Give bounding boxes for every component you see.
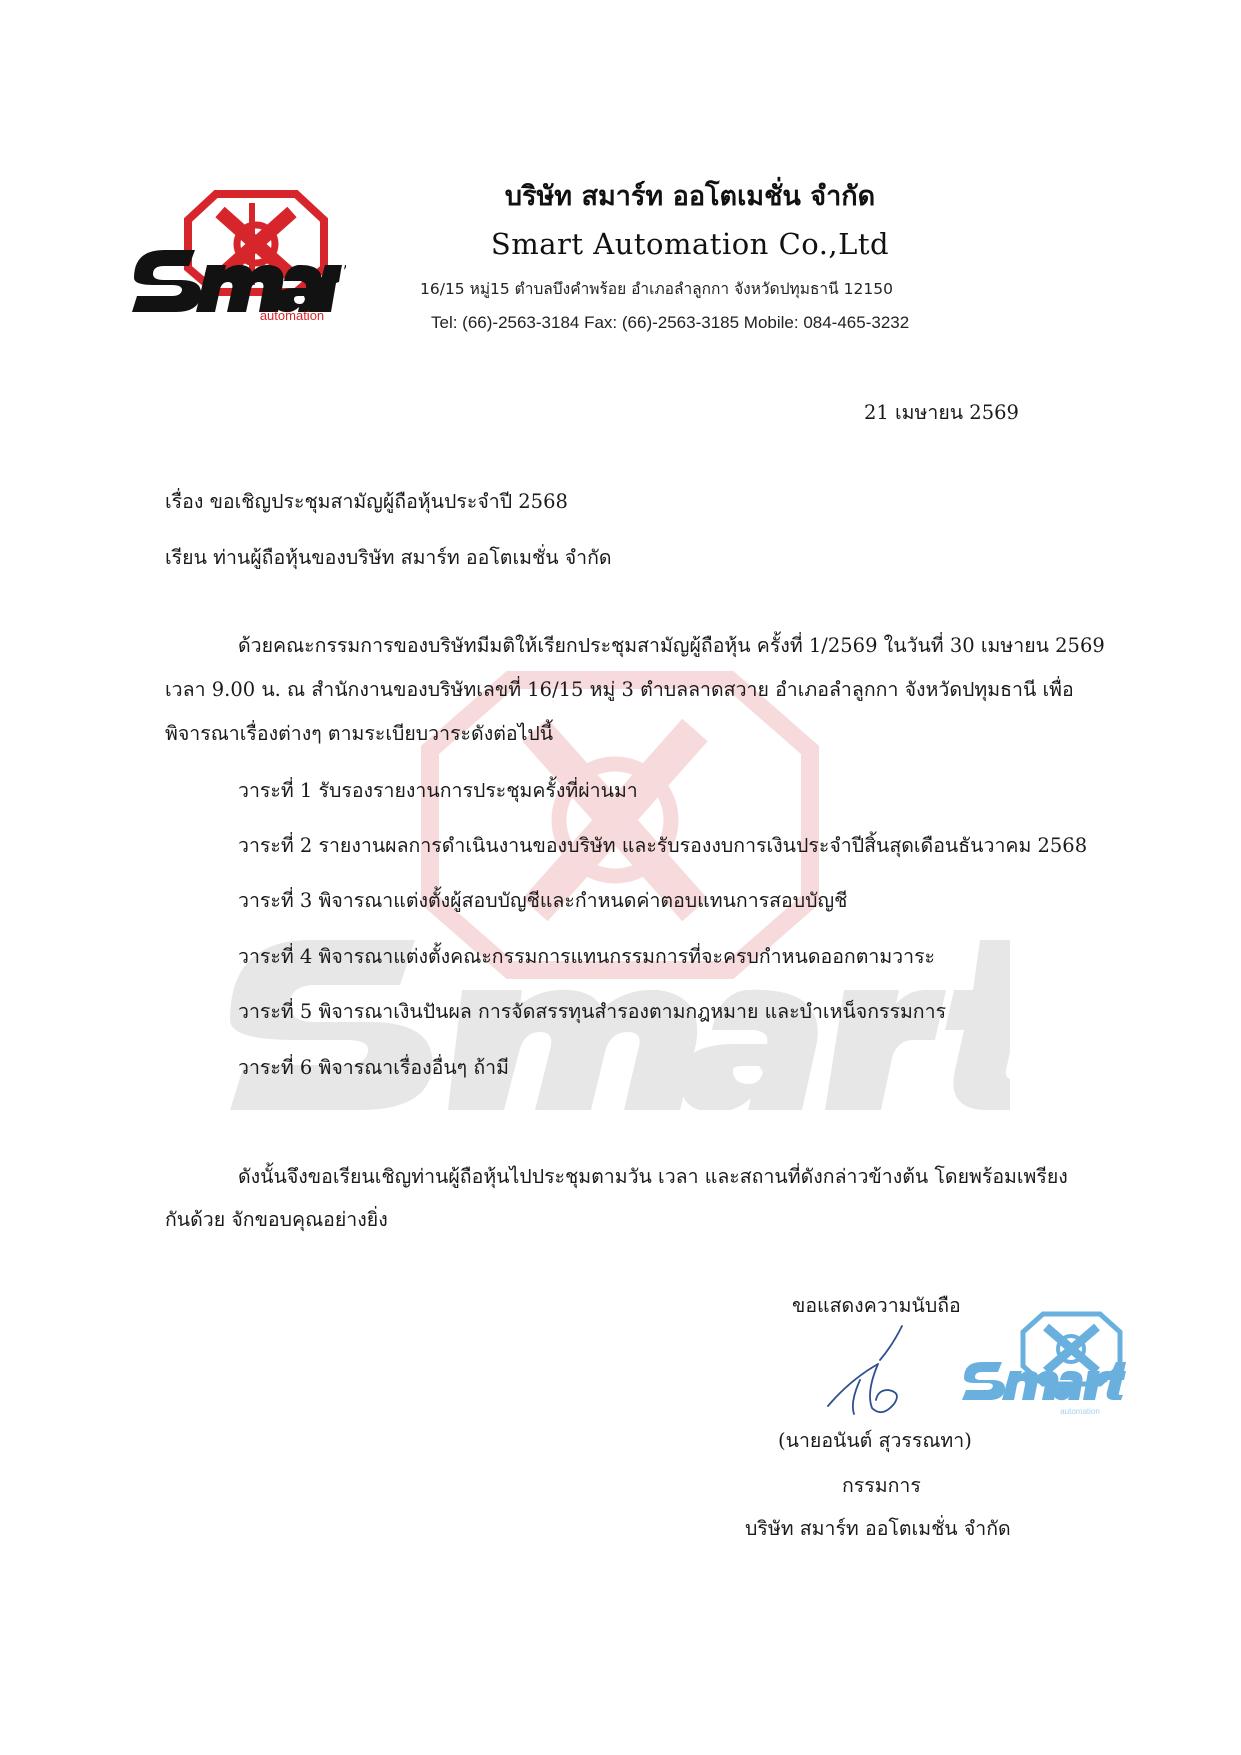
smart-watermark [210, 640, 1010, 1110]
smart-automation-logo [128, 186, 346, 322]
letter-subject: เรื่อง ขอเชิญประชุมสามัญผู้ถือหุ้นประจำปี 2568 [165, 490, 568, 513]
agenda-item: วาระที่ 5 พิจารณาเงินปันผล การจัดสรรทุนสำรองตามกฎหมาย และบำเหน็จกรรมการ [238, 1000, 947, 1023]
signatory-name: (นายอนันต์ สุวรรณทา) [778, 1429, 972, 1452]
agenda-item: วาระที่ 1 รับรองรายงานการประชุมครั้งที่ผ่านมา [238, 779, 638, 802]
handwritten-signature [820, 1322, 940, 1420]
agenda-item: วาระที่ 3 พิจารณาแต่งตั้งผู้สอบบัญชีและกำหนดค่าตอบแทนการสอบบัญชี [238, 889, 848, 912]
svg-text:automation: automation [259, 308, 325, 322]
company-name-english: Smart Automation Co.,Ltd [490, 227, 890, 261]
company-address: 16/15 หมู่15 ตำบลบึงคำพร้อย อำเภอลำลูกกา จังหวัดปทุมธานี 12150 [420, 280, 893, 298]
letter-date: 21 เมษายน 2569 [864, 401, 1019, 424]
letterhead [380, 180, 1000, 335]
closing-remark: ขอแสดงความนับถือ [792, 1294, 961, 1317]
company-name-thai: บริษัท สมาร์ท ออโตเมชั่น จำกัด [504, 181, 876, 212]
agenda-item: วาระที่ 2 รายงานผลการดำเนินงานของบริษัท และรับรองงบการเงินประจำปีสิ้นสุดเดือนธันวาคม 2568 [238, 834, 1088, 857]
signatory-title: กรรมการ [842, 1474, 921, 1497]
svg-text:automation: automation [1060, 1407, 1100, 1416]
closing-paragraph-line: กันด้วย จักขอบคุณอย่างยิ่ง [165, 1208, 388, 1231]
signatory-company: บริษัท สมาร์ท ออโตเมชั่น จำกัด [745, 1517, 1011, 1540]
agenda-item: วาระที่ 4 พิจารณาแต่งตั้งคณะกรรมการแทนกรรมการที่จะครบกำหนดออกตามวาระ [238, 945, 936, 968]
company-stamp [958, 1310, 1126, 1420]
letter-salutation: เรียน ท่านผู้ถือหุ้นของบริษัท สมาร์ท ออโตเมชั่น จำกัด [165, 546, 612, 569]
paragraph-line: พิจารณาเรื่องต่างๆ ตามระเบียบวาระดังต่อไปนี้ [165, 722, 554, 745]
paragraph-line: ด้วยคณะกรรมการของบริษัทมีมติให้เรียกประชุมสามัญผู้ถือหุ้น ครั้งที่ 1/2569 ในวันที่ 30 เมษายน 2569 [238, 634, 1105, 657]
closing-paragraph-line: ดังนั้นจึงขอเรียนเชิญท่านผู้ถือหุ้นไปประชุมตามวัน เวลา และสถานที่ดังกล่าวข้างต้น โดยพร้อมเพรียง [238, 1165, 1068, 1188]
agenda-item: วาระที่ 6 พิจารณาเรื่องอื่นๆ ถ้ามี [238, 1056, 509, 1079]
paragraph-line: เวลา 9.00 น. ณ สำนักงานของบริษัทเลขที่ 16/15 หมู่ 3 ตำบลลาดสวาย อำเภอลำลูกกา จังหวัดปทุมธานี เพื่อ [165, 678, 1074, 701]
company-contact: Tel: (66)-2563-3184 Fax: (66)-2563-3185 Mobile: 084-465-3232 [431, 313, 910, 332]
